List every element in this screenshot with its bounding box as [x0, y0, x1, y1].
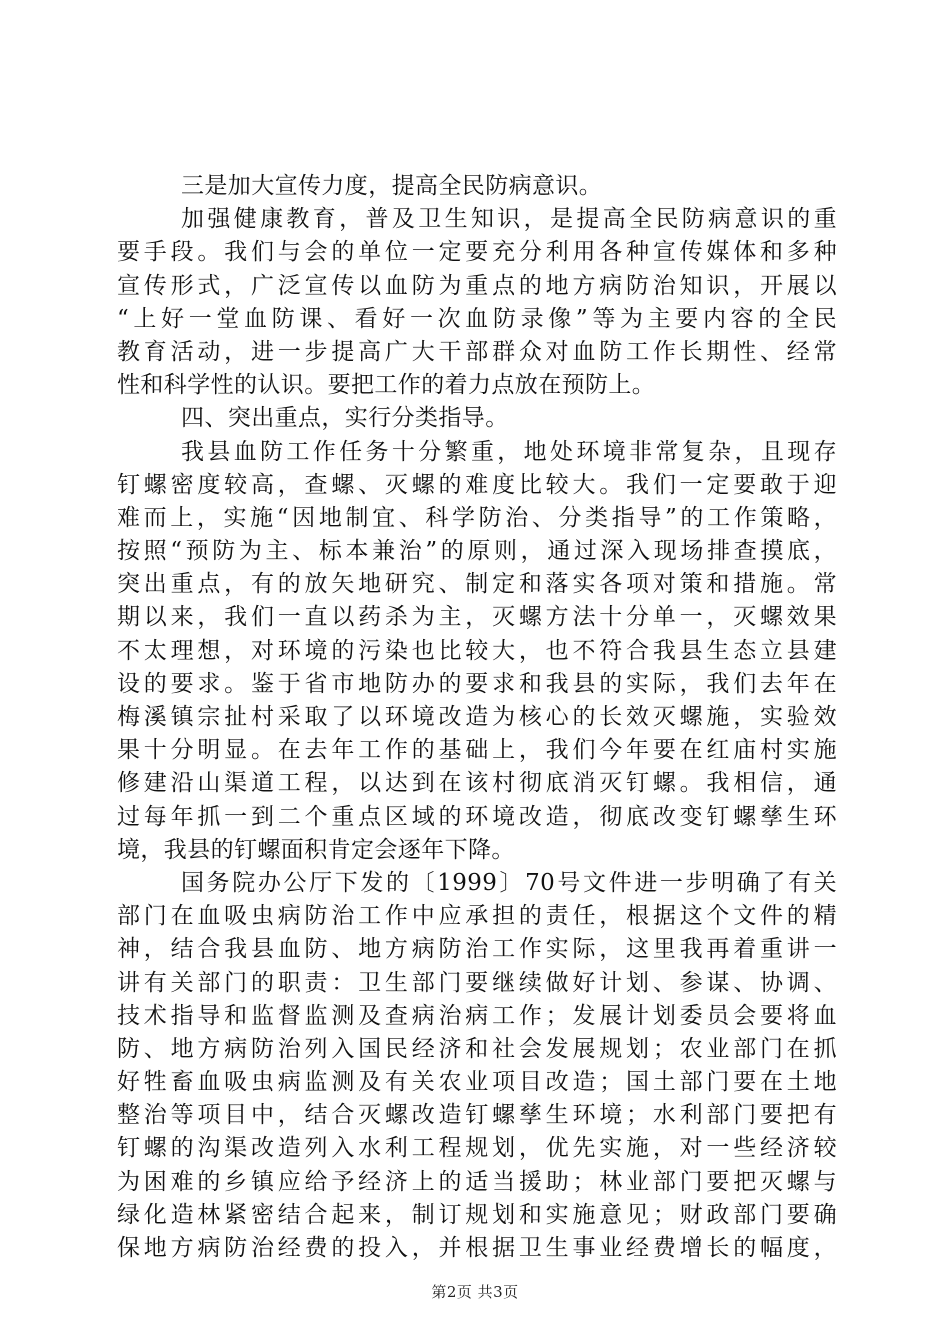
text-line: 要手段。我们与会的单位一定要充分利用各种宣传媒体和多种 [117, 239, 837, 266]
text-line: 为困难的乡镇应给予经济上的适当援助；林业部门要把灭螺与 [117, 1168, 837, 1195]
paragraph-heading: 三是加大宣传力度，提高全民防病意识。 [181, 173, 603, 199]
text-line: 防、地方病防治列入国民经济和社会发展规划；农业部门在抓 [117, 1035, 837, 1062]
text-line: 整治等项目中，结合灭螺改造钉螺孳生环境；水利部门要把有 [117, 1102, 837, 1129]
text-line: 突出重点，有的放矢地研究、制定和落实各项对策和措施。常 [117, 571, 837, 598]
text-line: 难而上，实施“因地制宜、科学防治、分类指导”的工作策略， [117, 504, 837, 531]
text-line: 按照“预防为主、标本兼治”的原则，通过深入现场排查摸底， [117, 538, 837, 565]
text-line: 设的要求。鉴于省市地防办的要求和我县的实际，我们去年在 [117, 670, 837, 697]
text-line: 修建沿山渠道工程，以达到在该村彻底消灭钉螺。我相信，通 [117, 770, 837, 797]
paragraph-heading: 四、突出重点，实行分类指导。 [181, 405, 509, 432]
text-line: 过每年抓一到二个重点区域的环境改造，彻底改变钉螺孳生环 [117, 803, 837, 830]
text-line: 保地方病防治经费的投入，并根据卫生事业经费增长的幅度， [117, 1235, 837, 1261]
text-line: 性和科学性的认识。要把工作的着力点放在预防上。 [117, 372, 656, 399]
text-line: 技术指导和监督监测及查病治病工作；发展计划委员会要将血 [117, 1002, 837, 1029]
text-line: 好牲畜血吸虫病监测及有关农业项目改造；国土部门要在土地 [117, 1069, 837, 1096]
text-line: 加强健康教育，普及卫生知识，是提高全民防病意识的重 [181, 206, 837, 233]
text-line: 国务院办公厅下发的〔1999〕70号文件进一步明确了有关 [181, 869, 837, 896]
text-line: 钉螺密度较高，查螺、灭螺的难度比较大。我们一定要敢于迎 [117, 471, 837, 498]
text-line: 我县血防工作任务十分繁重，地处环境非常复杂，且现存 [181, 438, 837, 465]
text-line: 梅溪镇宗扯村采取了以环境改造为核心的长效灭螺施，实验效 [117, 704, 837, 730]
text-line: 部门在血吸虫病防治工作中应承担的责任，根据这个文件的精 [117, 903, 837, 930]
text-line: 境，我县的钉螺面积肯定会逐年下降。 [117, 836, 515, 863]
text-line: 果十分明显。在去年工作的基础上，我们今年要在红庙村实施 [117, 737, 837, 764]
page-number-footer: 第2页 共3页 [431, 1283, 519, 1301]
text-line: 期以来，我们一直以药杀为主，灭螺方法十分单一，灭螺效果 [117, 604, 837, 631]
text-line: 不太理想，对环境的污染也比较大，也不符合我县生态立县建 [117, 637, 837, 664]
text-line: 神，结合我县血防、地方病防治工作实际，这里我再着重讲一 [117, 936, 837, 963]
text-line: 绿化造林紧密结合起来，制订规划和实施意见；财政部门要确 [117, 1201, 837, 1228]
text-line: “上好一堂血防课、看好一次血防录像”等为主要内容的全民 [117, 305, 837, 332]
text-line: 教育活动，进一步提高广大干部群众对血防工作长期性、经常 [117, 338, 837, 365]
document-body [117, 170, 837, 1265]
text-line: 讲有关部门的职责：卫生部门要继续做好计划、参谋、协调、 [117, 969, 837, 996]
text-line: 宣传形式，广泛宣传以血防为重点的地方病防治知识，开展以 [117, 272, 837, 299]
text-line: 钉螺的沟渠改造列入水利工程规划，优先实施，对一些经济较 [117, 1135, 837, 1162]
